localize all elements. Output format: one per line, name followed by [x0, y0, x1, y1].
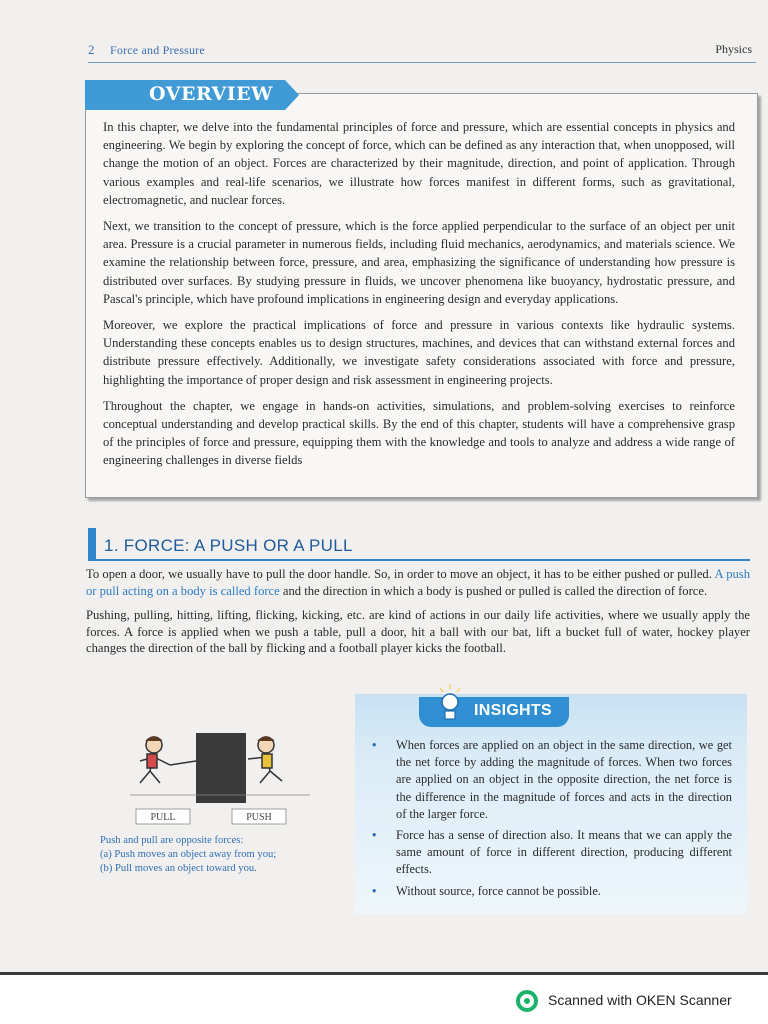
insight-text: Force has a sense of direction also. It means that we can apply the same amount of force in different direction, producing different effects.	[396, 828, 732, 877]
insights-list	[372, 737, 732, 904]
overview-paragraph: Throughout the chapter, we engage in hands-on activities, simulations, and problem-solving exercises to reinforce conceptual understanding and develop practical skills. By the end of this chapter, students will have a comprehensive grasp of the principles of force and pressure, equipping them with the knowledge and tools to analyze and address a wide range of engineering challenges in diverse fields	[103, 398, 735, 468]
pull-label: PULL	[150, 812, 176, 823]
header-divider	[88, 62, 756, 63]
overview-tab	[85, 80, 285, 110]
bullet-icon: •	[372, 738, 377, 752]
insight-text: When forces are applied on an object in the same direction, we get the net force by adding the magnitude of forces. When two forces are applied on an object in the opposite direction, the net force is the difference in the magnitude of forces and acts in the direction of the larger force.	[396, 738, 732, 821]
section-underline	[88, 559, 750, 561]
caption-line-b: (b) Pull moves an object toward you.	[100, 863, 257, 874]
push-pull-illustration	[110, 725, 340, 825]
list-item	[372, 883, 732, 900]
list-item	[372, 737, 732, 823]
force-definition: A push or pull acting on a body is called force	[86, 567, 750, 598]
overview-paragraph: In this chapter, we delve into the fundamental principles of force and pressure, which are essential concepts in physics and engineering. We begin by exploring the concept of force, which can be defined as any interaction that, when unopposed, will change the motion of an object. Forces are characterized by their magnitude, direction, and point of application. Through various examples and real-life scenarios, we illustrate how forces manifest in different forms, such as gravitational, electromagnetic, and nuclear forces.	[103, 120, 735, 207]
page-number: 2	[88, 42, 95, 57]
overview-text	[103, 118, 735, 478]
figure-caption	[100, 834, 340, 876]
insights-heading: INSIGHTS	[474, 702, 552, 719]
door-block	[196, 733, 246, 803]
page-header	[88, 40, 758, 62]
bullet-icon: •	[372, 828, 377, 843]
section-marker	[88, 528, 96, 560]
scanner-watermark-text: Scanned with OKEN Scanner	[548, 992, 732, 1008]
pull-rope	[170, 761, 196, 765]
bullet-icon: •	[372, 883, 377, 898]
body-paragraph	[86, 566, 750, 599]
pushing-child	[248, 737, 282, 783]
section-title: 1. FORCE: A PUSH OR A PULL	[104, 536, 353, 555]
overview-paragraph: Moreover, we explore the practical implications of force and pressure in various contexts like hydraulic systems. Understanding these concepts enables us to design structures, machines, and devices that can withstand external forces and distribute pressure effectively. Additionally, we investigate safety considerations associated with force and pressure, highlighting the importance of proper design and risk assessment in engineering projects.	[103, 318, 735, 387]
push-label: PUSH	[246, 812, 272, 823]
scanner-logo-icon	[516, 990, 538, 1012]
overview-heading: OVERVIEW	[149, 83, 274, 105]
list-item	[372, 827, 732, 879]
body-text-run: and the direction in which a body is pushed or pulled is called the direction of force.	[279, 583, 708, 598]
pulling-child	[140, 737, 170, 783]
body-paragraph: Pushing, pulling, hitting, lifting, flicking, kicking, etc. are kind of actions in our daily life activities, where we usually apply the forces. A force is applied when we push a table, pull a door, hit a ball with our bat, lift a bucket full of water, hockey player changes the direction of the ball by flicking and a football player kicks the football.	[86, 608, 750, 656]
lightbulb-icon	[437, 684, 463, 724]
insight-text: Without source, force cannot be possible.	[396, 883, 601, 898]
body-text-run: To open a door, we usually have to pull the door handle. So, in order to move an object, it has to be either pushed or pulled.	[86, 567, 715, 581]
caption-title: Push and pull are opposite forces:	[100, 835, 244, 846]
caption-line-a: (a) Push moves an object away from you;	[100, 849, 277, 860]
chapter-title: Force and Pressure	[110, 43, 205, 57]
section-body	[86, 566, 750, 665]
subject-label: Physics	[715, 42, 752, 56]
overview-paragraph: Next, we transition to the concept of pressure, which is the force applied perpendicular to the surface of an object per unit area. Pressure is a crucial parameter in numerous fields, including fluid mechanics, aerodynamics, and materials science. We examine the relationship between force, pressure, and area, emphasizing the significance of understanding how pressure is distributed over surfaces. By studying pressure in fluids, we uncover phenomena like buoyancy, hydrostatic pressure, and Pascal's principle, which have profound implications in engineering design and everyday applications.	[103, 219, 735, 306]
